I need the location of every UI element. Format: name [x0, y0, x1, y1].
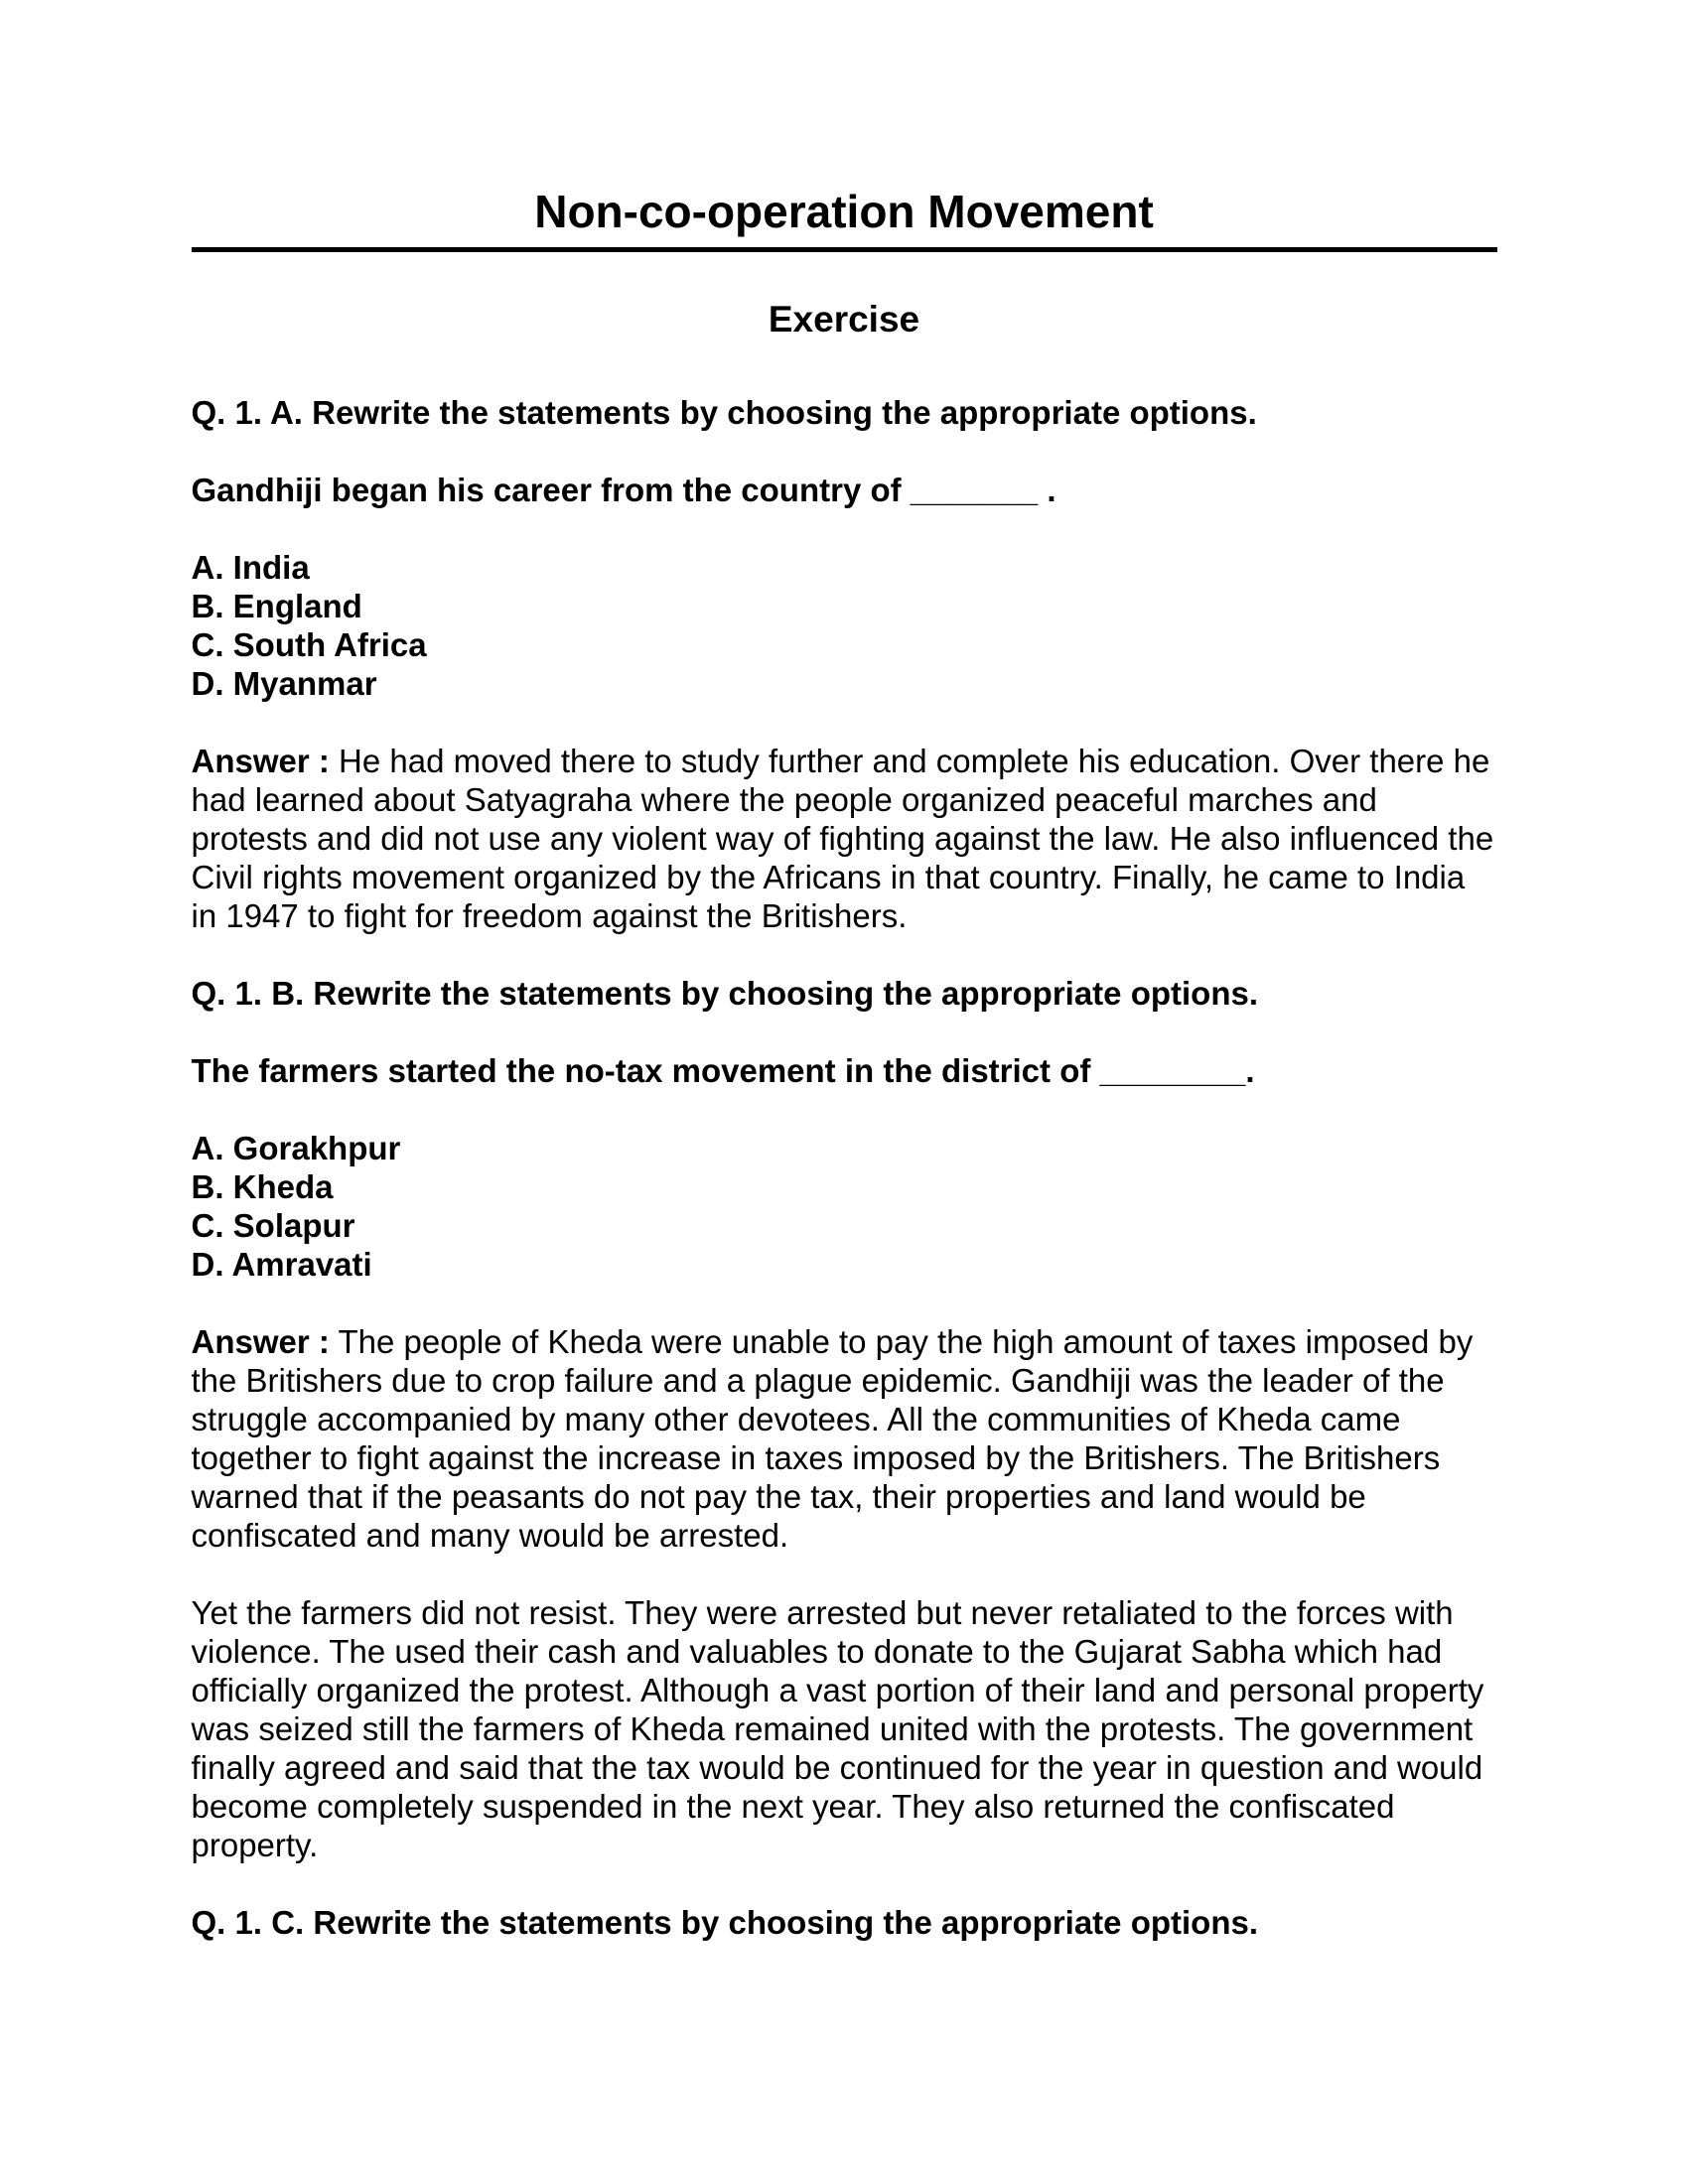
document-title: Non-co-operation Movement [192, 187, 1497, 252]
question-statement-1a: Gandhiji began his career from the country of _______ . [191, 472, 1056, 509]
exercise-heading: Exercise [768, 298, 920, 340]
question-heading-1a: Q. 1. A. Rewrite the statements by choosing the appropriate options. [191, 394, 1257, 432]
answer-extra-paragraph-1b: Yet the farmers did not resist. They were arrested but never retaliated to the forces with violence. The used their cash and valuables to donate to the Gujarat Sabha which had officially organized the protest. Although a vast portion of their land and personal property was seized still the farmers of Kheda remained united with the protests. The government finally agreed and said that the tax would be continued for the year in question and would become completely suspended in the next year. They also returned the confiscated property. [191, 1594, 1484, 1864]
options-list-1b [192, 1129, 1497, 1284]
answer-label: Answer : [191, 743, 330, 780]
answer-paragraph-1b [192, 1322, 1497, 1555]
option-item: A. Gorakhpur [191, 1130, 401, 1167]
question-heading-1c: Q. 1. C. Rewrite the statements by choosing the appropriate options. [191, 1904, 1258, 1942]
answer-label: Answer : [191, 1323, 330, 1361]
answer-paragraph-1a [192, 742, 1497, 935]
answer-text: He had moved there to study further and complete his education. Over there he had learned about Satyagraha where the people organized peaceful marches and protests and did not use any violent way of fighting against the law. He also influenced the Civil rights movement organized by the Africans in that country. Finally, he came to India in 1947 to fight for freedom against the Britishers. [191, 743, 1494, 935]
option-item: D. Myanmar [191, 665, 377, 703]
option-item: C. South Africa [191, 626, 427, 664]
option-item: B. England [191, 588, 362, 625]
option-item: C. Solapur [191, 1207, 355, 1245]
answer-text: The people of Kheda were unable to pay the high amount of taxes imposed by the Britishers due to crop failure and a plague epidemic. Gandhiji was the leader of the struggle accompanied by many other devotees. All the communities of Kheda came together to fight against the increase in taxes imposed by the Britishers. The Britishers warned that if the peasants do not pay the tax, their properties and land would be confiscated and many would be arrested. [191, 1323, 1474, 1555]
question-statement-1b: The farmers started the no-tax movement in the district of ________. [191, 1052, 1255, 1090]
options-list-1a [192, 548, 1497, 703]
document-body [192, 187, 1497, 1942]
question-heading-1b: Q. 1. B. Rewrite the statements by choosing the appropriate options. [191, 975, 1258, 1013]
option-item: B. Kheda [191, 1168, 334, 1206]
option-item: D. Amravati [191, 1246, 372, 1284]
option-item: A. India [191, 549, 310, 587]
